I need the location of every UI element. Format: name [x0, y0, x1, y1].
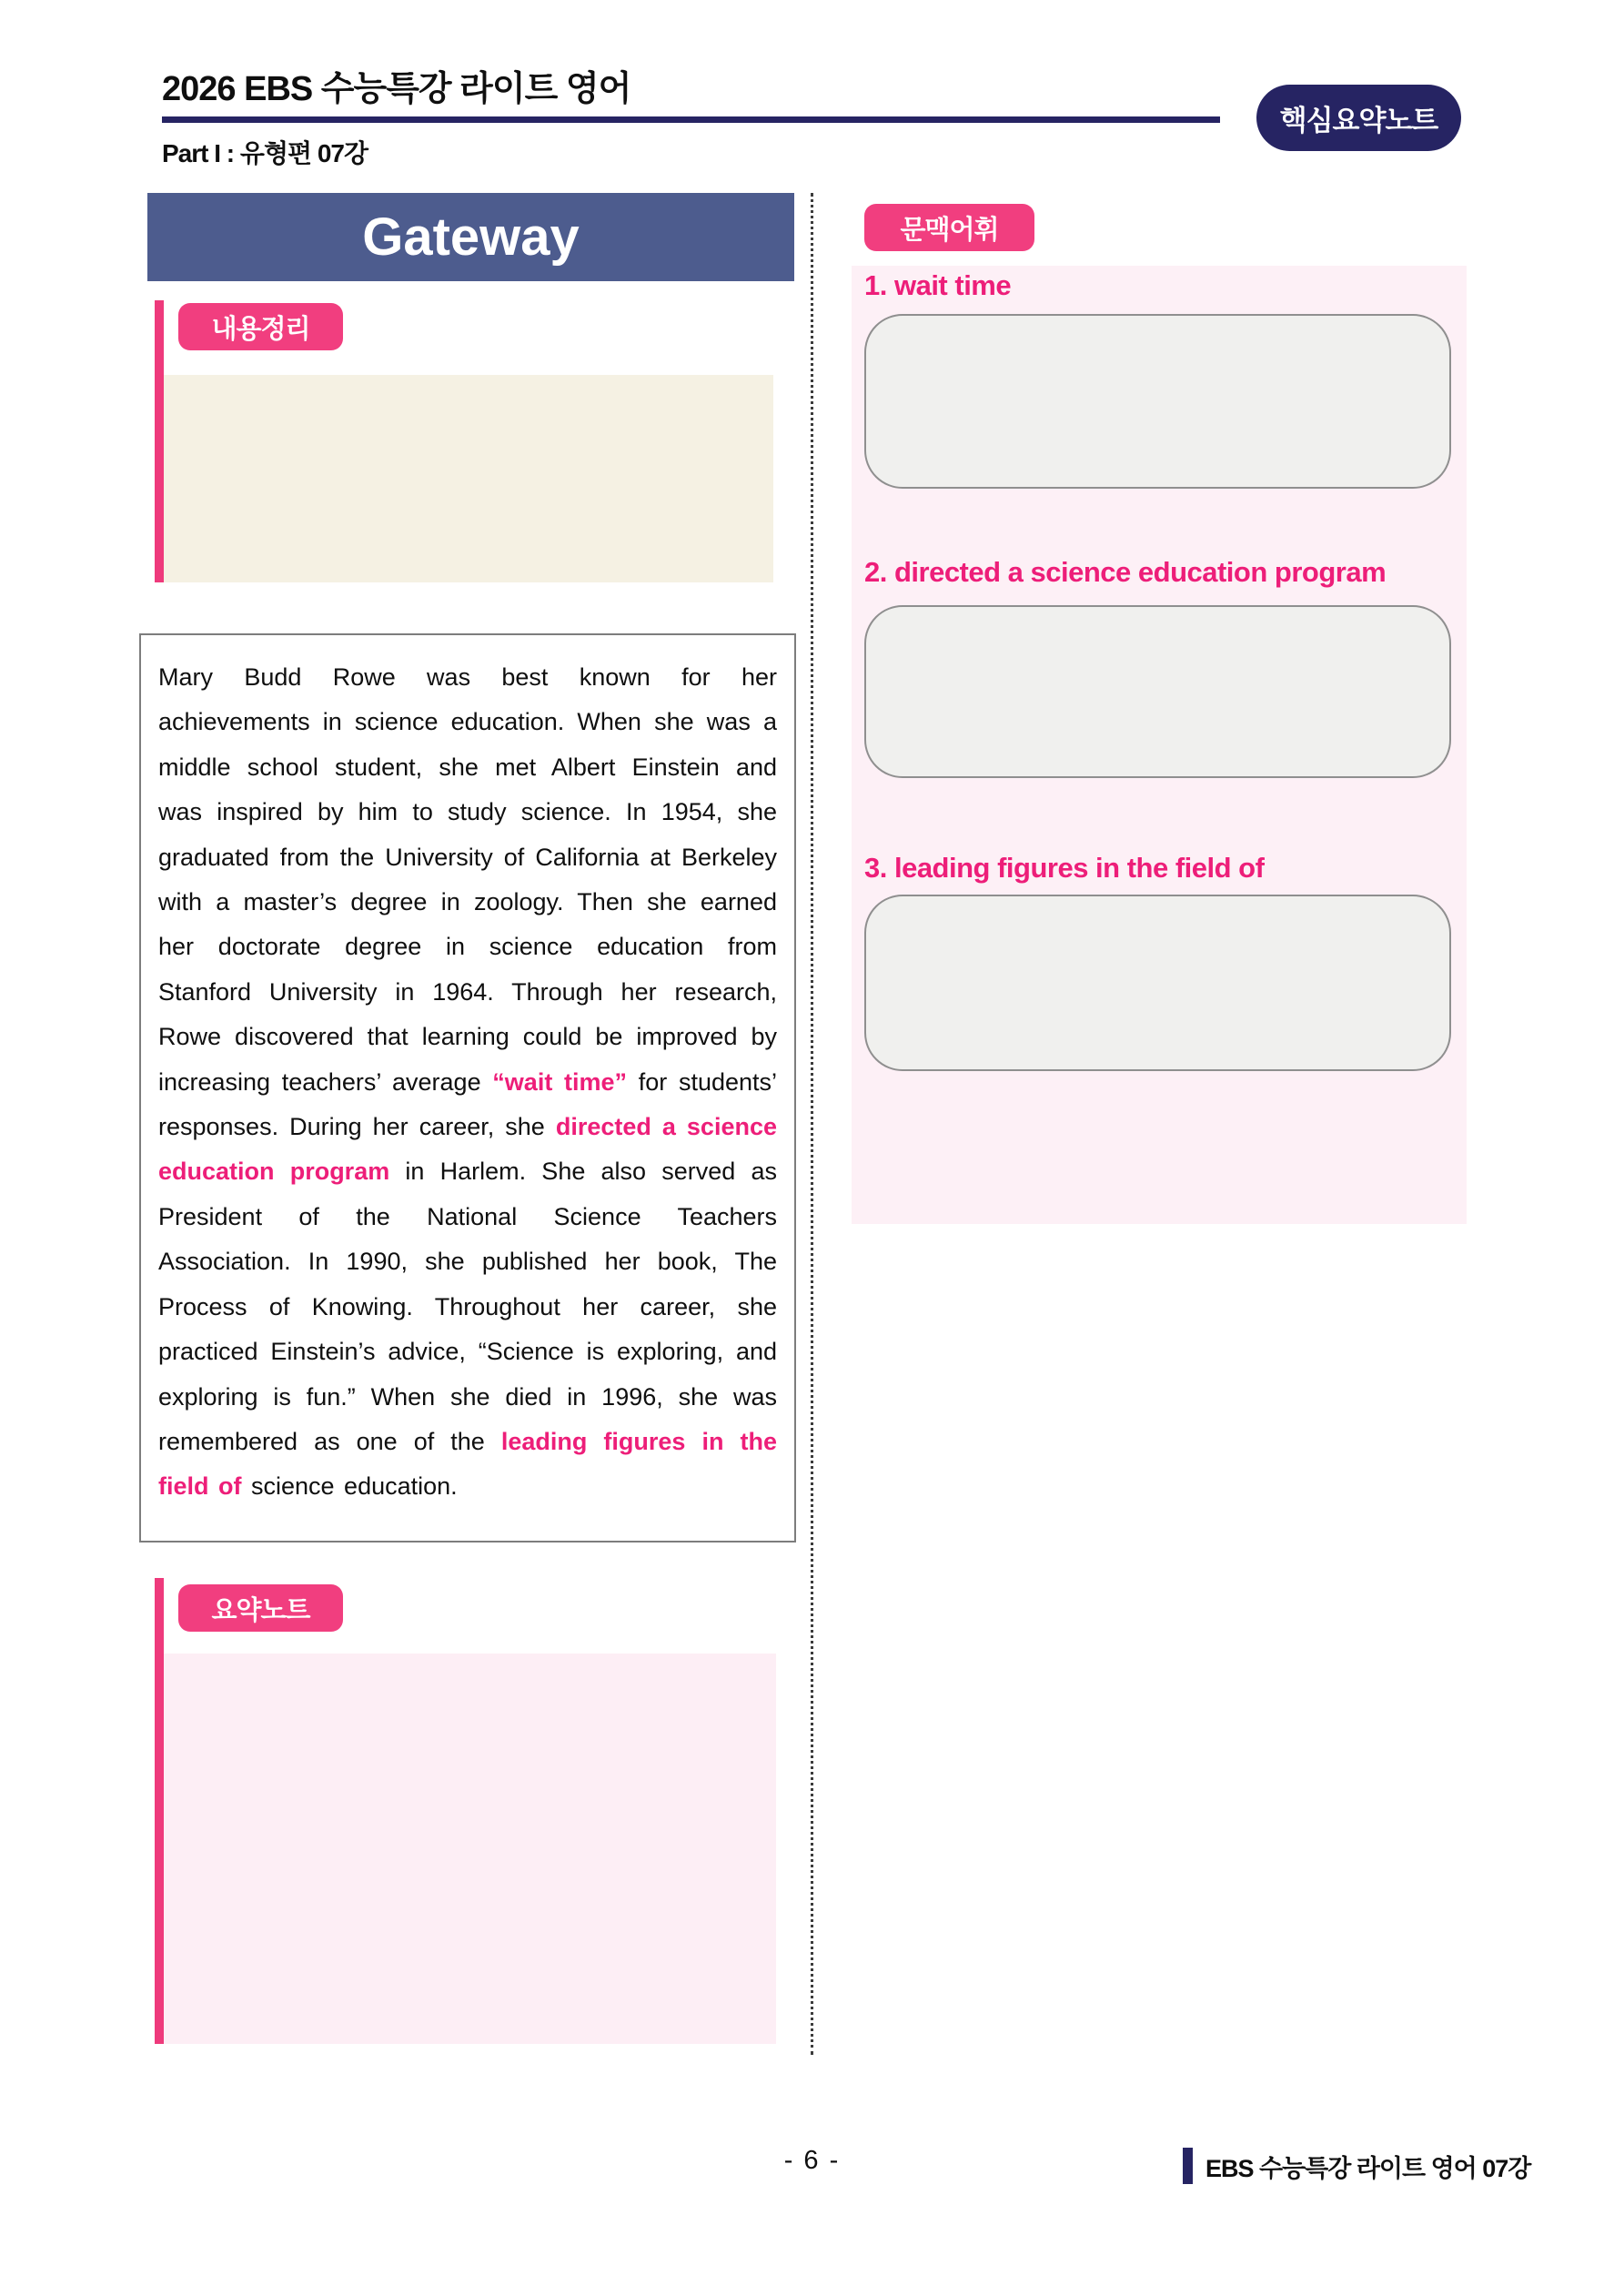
summary-note-box [164, 1654, 776, 2044]
highlighted-phrase: directed a science education program [158, 1113, 777, 1186]
answer-box [864, 314, 1451, 489]
content-summary-tag: 내용정리 [178, 303, 343, 350]
vocab-item-label: 2. directed a science education program [864, 556, 1387, 588]
passage-text [158, 655, 777, 1510]
footer-imprint-bar [1183, 2148, 1193, 2184]
column-divider [811, 193, 813, 2055]
answer-box [864, 895, 1451, 1071]
page-number: - 6 - [783, 2146, 841, 2175]
passage-segment: Mary Budd Rowe was best known for her achievements in science education. When she was a middle school student, she met Albert Einstein and was inspired by him to study science. In 1954, she graduated from the University of California at Berkeley with a master’s degree in zoology. Then she earned her doctorate degree in science education from Stanford University in 1964. Through her research, Rowe discovered that learning could be improved by increasing teachers’ average [158, 663, 777, 1096]
passage-segment: science education. [241, 1472, 458, 1501]
vocab-item-label: 3. leading figures in the field of [864, 852, 1265, 884]
context-vocab-tag: 문맥어휘 [864, 204, 1034, 251]
answer-box [864, 605, 1451, 778]
passage-segment: for students’ responses. During her career, she [158, 1067, 778, 1141]
passage-segment: in Harlem. She also served as President of the National Science Teachers Association. In 1990, she published her book, The Process of Knowing. Throughout her career, she practiced Einstein’s advice, “Science is exploring, and exploring is fun.” When she died in 1996, she was remembered as one of the [158, 1158, 777, 1455]
footer-imprint-text: EBS 수능특강 라이트 영어 07강 [1205, 2154, 1531, 2182]
summary-section-bar [155, 1578, 164, 2044]
highlighted-phrase: leading figures in the field of [158, 1427, 778, 1501]
highlighted-phrase: “wait time” [492, 1067, 628, 1096]
footer-imprint [1183, 2148, 1530, 2184]
page-title: 2026 EBS 수능특강 라이트 영어 [162, 70, 631, 108]
content-summary-box [164, 375, 773, 582]
gateway-banner: Gateway [147, 193, 794, 281]
core-summary-note-badge: 핵심요약노트 [1256, 85, 1461, 151]
summary-note-tag: 요약노트 [178, 1584, 343, 1632]
part-label: Part I : 유형편 07강 [162, 139, 368, 167]
content-section-bar [155, 300, 164, 582]
header-rule [162, 116, 1220, 123]
passage-box [139, 633, 796, 1542]
context-vocab-panel [852, 266, 1467, 1224]
vocab-item-label: 1. wait time [864, 269, 1012, 301]
